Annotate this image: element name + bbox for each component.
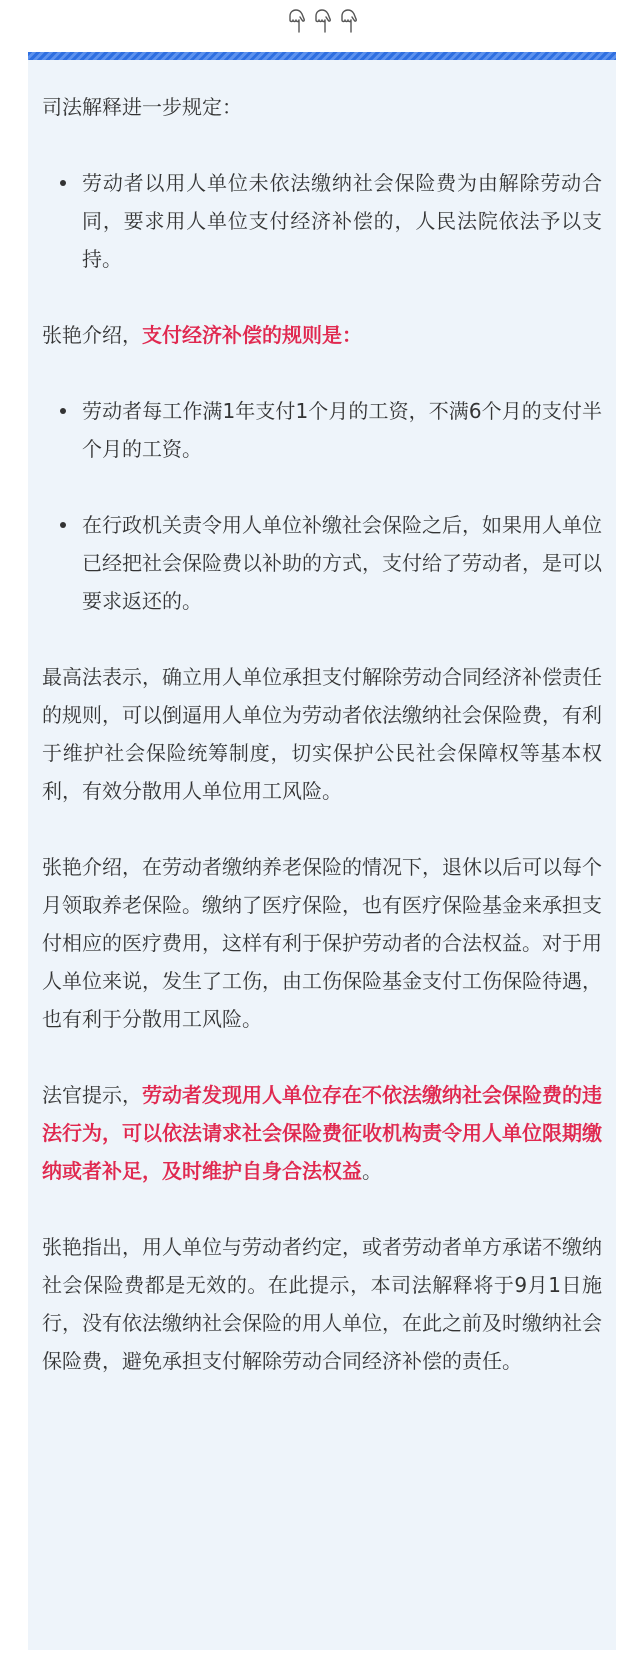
paragraph-conclusion: 张艳指出，用人单位与劳动者约定，或者劳动者单方承诺不缴纳社会保险费都是无效的。在此提示，本司法解释将于9月1日施行，没有依法缴纳社会保险的用人单位，在此之前及时缴纳社会保险费，避免承担支付解除劳动合同经济补偿的责任。 — [42, 1235, 602, 1373]
bullet-dot — [60, 522, 66, 528]
pointing-down-hand-icon — [337, 8, 359, 34]
list-item — [42, 164, 602, 278]
paragraph-suffix: 。 — [362, 1159, 382, 1183]
paragraph-insurance-benefits: 张艳介绍，在劳动者缴纳养老保险的情况下，退休以后可以每个月领取养老保险。缴纳了医疗保险，也有医疗保险基金来承担支付相应的医疗费用，这样有利于保护劳动者的合法权益。对于用人单位来说，发生了工伤，由工伤保险基金支付工伤保险待遇，也有利于分散用工风险。 — [42, 855, 602, 1031]
list-item-text: 劳动者以用人单位未依法缴纳社会保险费为由解除劳动合同，要求用人单位支付经济补偿的，人民法院依法予以支持。 — [82, 171, 602, 271]
list-item — [42, 506, 602, 620]
pointing-down-hand-icon — [311, 8, 333, 34]
article-body — [42, 88, 602, 1418]
bullet-dot — [60, 180, 66, 186]
header-icons — [0, 8, 643, 36]
paragraph-intro: 司法解释进一步规定： — [42, 95, 242, 119]
highlight-text: 支付经济补偿的规则是： — [142, 323, 362, 347]
bullet-dot — [60, 408, 66, 414]
bullet-list-rule — [42, 164, 602, 278]
bullet-list-compensation — [42, 392, 602, 620]
card-top-bar — [28, 52, 616, 60]
paragraph-judge-tip — [42, 1076, 602, 1190]
highlight-text: 劳动者发现用人单位存在不依法缴纳社会保险费的违法行为，可以依法请求社会保险费征收机构责令用人单位限期缴纳或者补足，及时维护自身合法权益 — [42, 1083, 602, 1183]
pointing-down-hand-icon — [285, 8, 307, 34]
paragraph-prefix: 张艳介绍， — [42, 323, 142, 347]
list-item-text: 劳动者每工作满1年支付1个月的工资，不满6个月的支付半个月的工资。 — [82, 399, 602, 461]
article-card — [28, 52, 616, 1650]
list-item — [42, 392, 602, 468]
paragraph-compensation-rule — [42, 316, 602, 354]
list-item-text: 在行政机关责令用人单位补缴社会保险之后，如果用人单位已经把社会保险费以补助的方式，支付给了劳动者，是可以要求返还的。 — [82, 513, 602, 613]
paragraph-supreme-court: 最高法表示，确立用人单位承担支付解除劳动合同经济补偿责任的规则，可以倒逼用人单位为劳动者依法缴纳社会保险费，有利于维护社会保险统筹制度，切实保护公民社会保障权等基本权利，有效分散用人单位用工风险。 — [42, 665, 602, 803]
paragraph-prefix: 法官提示， — [42, 1083, 142, 1107]
